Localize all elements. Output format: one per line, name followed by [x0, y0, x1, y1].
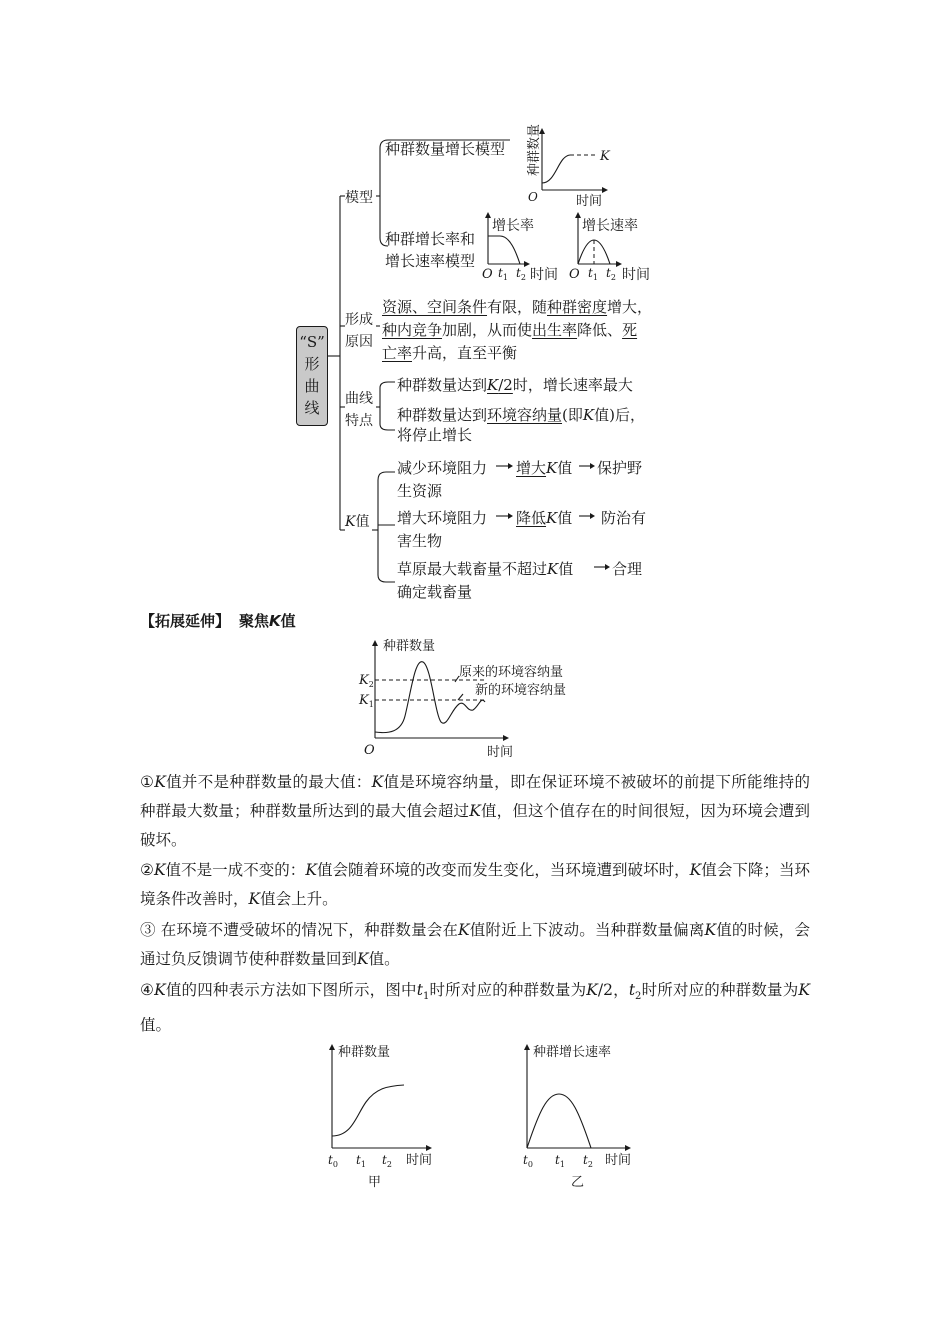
jia-caption: 甲 — [368, 1175, 382, 1190]
branch-label-cause-1: 形成 — [345, 312, 373, 328]
growth-speed-t1: $t_1$ — [588, 266, 598, 282]
growth-speed-xlabel: 时间 — [622, 267, 650, 283]
growth-rate-t2: $t_2$ — [516, 266, 526, 282]
kvalue-item-3c: 确定载畜量 — [397, 583, 473, 601]
yi-ylabel: 种群增长速率 — [533, 1045, 612, 1060]
jia-t0: $t_0$ — [328, 1153, 338, 1169]
paragraph-2: ②K值不是一成不变的：K值会随着环境的改变而发生变化，当环境遭到破坏时，K值会下降；当环境条件改善时，K值会上升。 — [140, 861, 810, 908]
kvalue-item-3a: 草原最大载畜量不超过K值 — [397, 560, 574, 578]
cause-line-2: 种内竞争加剧，从而使出生率降低、死 — [382, 321, 638, 339]
kvalue-item-2b: 降低K值 — [516, 509, 573, 527]
k-fig-ylabel: 种群数量 — [383, 639, 436, 654]
growth-rate-xlabel: 时间 — [530, 267, 558, 283]
growth-speed-ylabel: 增长速率 — [582, 218, 638, 234]
growth-model-origin: O — [528, 190, 538, 204]
section-bracket-title: 【拓展延伸】 — [140, 612, 231, 630]
figure-yi — [513, 1040, 643, 1190]
feature-item-2b: 将停止增长 — [397, 426, 473, 444]
k-change-figure — [355, 636, 615, 761]
kvalue-item-1b: 增大K值 — [516, 459, 573, 477]
growth-model-k: K — [600, 149, 610, 164]
jia-xlabel: 时间 — [406, 1153, 433, 1168]
section-heading — [140, 610, 296, 631]
growth-speed-t2: $t_2$ — [606, 266, 616, 282]
jia-t2: $t_2$ — [382, 1153, 392, 1169]
growth-rate-ylabel: 增长率 — [492, 218, 534, 234]
paragraph-1: ①K值并不是种群数量的最大值：K值是环境容纳量，即在保证环境不被破坏的前提下所能维持的种群最大数量；种群数量所达到的最大值会超过K值，但这个值存在的时间很短，因为环境会遭到破坏。 — [140, 773, 810, 849]
paragraph-4: ④K值的四种表示方法如下图所示，图中$t_1$时所对应的种群数量为K/2，$t_2$时所对应的种群数量为K值。 — [140, 981, 810, 1035]
growth-model-graph — [520, 123, 640, 209]
kvalue-item-1a: 减少环境阻力 — [397, 459, 488, 477]
rate-model-label-1: 种群增长率和 — [385, 230, 476, 248]
kvalue-item-1c: 保护野 — [597, 459, 643, 477]
root-label-line3: 曲 — [304, 377, 320, 395]
root-label-line2: 形 — [304, 355, 320, 373]
section-k: K — [268, 612, 281, 630]
rate-model-label-2: 增长速率模型 — [385, 252, 476, 270]
jia-t1: $t_1$ — [356, 1153, 366, 1169]
growth-model-ylabel: 种群数量 — [527, 123, 542, 176]
k-fig-k1: $K_1$ — [359, 693, 374, 709]
kvalue-item-3b: 合理 — [612, 560, 643, 578]
growth-rate-origin: O — [482, 267, 493, 282]
root-label-line1: “S” — [299, 333, 325, 351]
yi-caption: 乙 — [571, 1175, 585, 1190]
branch-label-kvalue — [345, 511, 369, 531]
k-fig-k2: $K_2$ — [359, 673, 374, 689]
yi-t2: $t_2$ — [583, 1153, 593, 1169]
yi-t1: $t_1$ — [555, 1153, 565, 1169]
section-value: 值 — [280, 612, 296, 630]
kvalue-item-2d: 害生物 — [397, 532, 443, 550]
growth-speed-graph — [568, 212, 668, 284]
growth-speed-origin: O — [569, 267, 580, 282]
root-node-s-curve — [296, 326, 328, 426]
growth-model-xlabel: 时间 — [576, 194, 603, 209]
k-fig-xlabel: 时间 — [487, 745, 514, 760]
growth-rate-t1: $t_1$ — [498, 266, 508, 282]
section-focus: 聚焦 — [238, 612, 269, 630]
cause-line-3: 亡率升高，直至平衡 — [382, 344, 518, 362]
k-fig-origin: O — [364, 743, 375, 758]
paragraph-3: ③ 在环境不遭受破坏的情况下，种群数量会在K值附近上下波动。当种群数量偏离K值的时候，会通过负反馈调节使种群数量回到K值。 — [140, 921, 810, 968]
branch-label-model: 模型 — [345, 190, 373, 206]
kvalue-rest: 值 — [355, 514, 370, 530]
feature-item-1: 种群数量达到K/2时，增长速率最大 — [397, 376, 633, 394]
growth-model-label: 种群数量增长模型 — [385, 140, 506, 158]
jia-ylabel: 种群数量 — [338, 1045, 391, 1060]
k-fig-label-original: 原来的环境容纳量 — [459, 665, 564, 680]
k-fig-label-new: 新的环境容纳量 — [475, 683, 567, 698]
figure-jia — [318, 1040, 448, 1190]
feature-item-2a: 种群数量达到环境容纳量(即K值)后， — [397, 406, 645, 424]
yi-xlabel: 时间 — [605, 1153, 632, 1168]
cause-line-1: 资源、空间条件有限，随种群密度增大， — [382, 298, 653, 316]
branch-label-feature-2: 特点 — [345, 413, 373, 429]
branch-label-feature-1: 曲线 — [345, 391, 373, 407]
growth-rate-graph — [480, 212, 575, 284]
yi-t0: $t_0$ — [523, 1153, 533, 1169]
kvalue-k: K — [345, 514, 356, 530]
kvalue-item-2c: 防治有 — [601, 509, 647, 527]
kvalue-item-2a: 增大环境阻力 — [397, 509, 488, 527]
branch-label-cause-2: 原因 — [345, 334, 373, 350]
kvalue-item-1d: 生资源 — [397, 482, 443, 500]
root-label-line4: 线 — [304, 399, 320, 417]
